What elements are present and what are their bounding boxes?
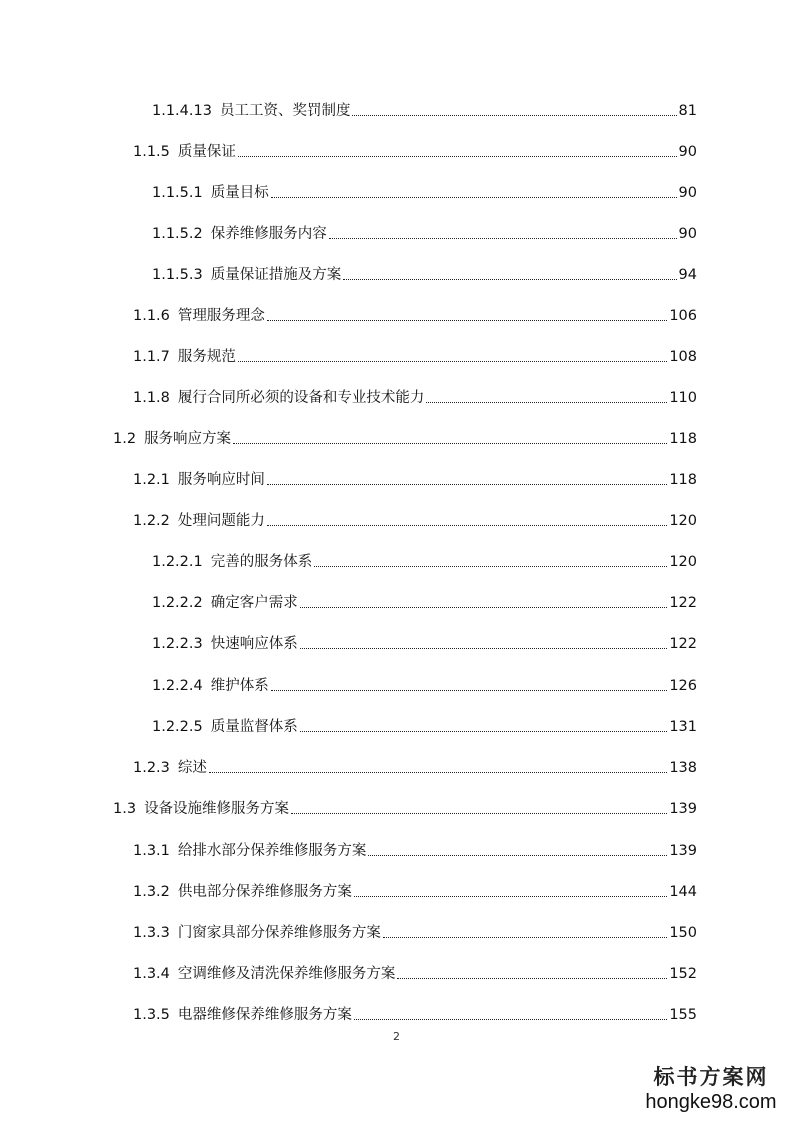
toc-dot-leader	[368, 855, 667, 856]
toc-entry-page: 81	[678, 103, 697, 119]
toc-entry-page: 155	[669, 1007, 697, 1023]
toc-dot-leader	[354, 896, 667, 897]
toc-dot-leader	[300, 607, 668, 608]
toc-dot-leader	[383, 937, 667, 938]
toc-entry-number: 1.3.5	[133, 1007, 170, 1023]
toc-entry[interactable]	[133, 344, 697, 366]
toc-entry-number: 1.3.4	[133, 966, 170, 982]
toc-entry[interactable]	[133, 385, 697, 407]
toc-entry-number: 1.1.8	[133, 390, 170, 406]
toc-entry-title: 门窗家具部分保养维修服务方案	[177, 925, 381, 941]
toc-dot-leader	[354, 1019, 667, 1020]
toc-entry-page: 126	[669, 678, 697, 694]
toc-entry[interactable]	[152, 590, 697, 612]
toc-entry[interactable]	[152, 714, 697, 736]
toc-entry-title: 管理服务理念	[177, 308, 265, 324]
toc-dot-leader	[352, 115, 676, 116]
toc-dot-leader	[233, 443, 667, 444]
toc-entry[interactable]	[152, 98, 697, 120]
toc-dot-leader	[300, 648, 668, 649]
watermark-brand: 标书方案网	[653, 1064, 769, 1089]
toc-entry[interactable]	[113, 796, 697, 818]
toc-entry-number: 1.2.1	[133, 472, 170, 488]
toc-dot-leader	[397, 978, 667, 979]
toc-entry-page: 144	[669, 884, 697, 900]
toc-dot-leader	[271, 197, 677, 198]
toc-entry-title: 保养维修服务内容	[210, 226, 327, 242]
toc-entry[interactable]	[133, 961, 697, 983]
toc-entry-page: 94	[678, 267, 697, 283]
toc-entry-number: 1.1.4.13	[152, 103, 212, 119]
toc-entry-title: 质量监督体系	[210, 719, 298, 735]
toc-entry[interactable]	[133, 508, 697, 530]
watermark	[641, 1064, 781, 1114]
toc-dot-leader	[267, 320, 667, 321]
toc-entry-title: 综述	[177, 760, 207, 776]
toc-entry[interactable]	[113, 426, 697, 448]
toc-entry-title: 供电部分保养维修服务方案	[177, 884, 352, 900]
toc-entry[interactable]	[133, 467, 697, 489]
toc-entry-number: 1.2.3	[133, 760, 170, 776]
toc-dot-leader	[329, 238, 677, 239]
toc-dot-leader	[343, 279, 676, 280]
toc-dot-leader	[238, 361, 667, 362]
toc-entry-number: 1.3.2	[133, 884, 170, 900]
toc-entry-number: 1.3.3	[133, 925, 170, 941]
toc-entry[interactable]	[133, 1002, 697, 1024]
toc-entry-title: 质量保证措施及方案	[210, 267, 342, 283]
toc-dot-leader	[300, 731, 668, 732]
toc-entry-number: 1.1.5.2	[152, 226, 203, 242]
toc-entry-number: 1.2.2.5	[152, 719, 203, 735]
toc-entry[interactable]	[152, 262, 697, 284]
toc-entry-page: 120	[669, 513, 697, 529]
toc-entry-title: 履行合同所必须的设备和专业技术能力	[177, 390, 425, 406]
toc-entry-title: 处理问题能力	[177, 513, 265, 529]
toc-entry-page: 139	[669, 843, 697, 859]
toc-entry[interactable]	[152, 221, 697, 243]
toc-entry-number: 1.2.2.4	[152, 678, 203, 694]
toc-entry[interactable]	[133, 755, 697, 777]
toc-entry-page: 139	[669, 801, 697, 817]
toc-entry-title: 完善的服务体系	[210, 554, 313, 570]
toc-entry-page: 108	[669, 349, 697, 365]
toc-entry-page: 110	[669, 390, 697, 406]
toc-dot-leader	[426, 402, 667, 403]
toc-entry-page: 131	[669, 719, 697, 735]
toc-entry-page: 118	[669, 431, 697, 447]
toc-entry[interactable]	[152, 631, 697, 653]
toc-entry-number: 1.3.1	[133, 843, 170, 859]
toc-entry-number: 1.1.5.1	[152, 185, 203, 201]
toc-entry-page: 138	[669, 760, 697, 776]
toc-entry-title: 给排水部分保养维修服务方案	[177, 843, 367, 859]
toc-entry-number: 1.1.5.3	[152, 267, 203, 283]
toc-entry-title: 服务规范	[177, 349, 236, 365]
toc-dot-leader	[314, 566, 667, 567]
toc-dot-leader	[209, 772, 667, 773]
toc-entry-number: 1.2.2	[133, 513, 170, 529]
toc-entry-page: 120	[669, 554, 697, 570]
toc-dot-leader	[271, 690, 668, 691]
toc-entry-title: 设备设施维修服务方案	[144, 801, 290, 817]
toc-entry-number: 1.2.2.1	[152, 554, 203, 570]
toc-entry-number: 1.3	[113, 801, 137, 817]
toc-entry-title: 维护体系	[210, 678, 269, 694]
toc-entry-title: 服务响应方案	[144, 431, 232, 447]
toc-entry-page: 150	[669, 925, 697, 941]
page-number: 2	[393, 1030, 400, 1043]
toc-entry-page: 152	[669, 966, 697, 982]
toc-entry-page: 122	[669, 595, 697, 611]
toc-entry-title: 电器维修保养维修服务方案	[177, 1007, 352, 1023]
toc-entry-title: 服务响应时间	[177, 472, 265, 488]
toc-entry-title: 员工工资、奖罚制度	[219, 103, 351, 119]
toc-entry[interactable]	[133, 139, 697, 161]
toc-dot-leader	[267, 525, 667, 526]
toc-entry-page: 90	[678, 226, 697, 242]
toc-entry-page: 106	[669, 308, 697, 324]
toc-dot-leader	[291, 813, 667, 814]
toc-entry[interactable]	[133, 838, 697, 860]
toc-entry-title: 质量保证	[177, 144, 236, 160]
toc-entry[interactable]	[133, 920, 697, 942]
toc-dot-leader	[267, 484, 667, 485]
toc-entry-number: 1.2.2.3	[152, 636, 203, 652]
toc-entry-number: 1.1.5	[133, 144, 170, 160]
toc-entry-number: 1.2	[113, 431, 137, 447]
toc-entry[interactable]	[152, 180, 697, 202]
toc-entry[interactable]	[152, 673, 697, 695]
toc-dot-leader	[238, 156, 677, 157]
toc-entry[interactable]	[152, 549, 697, 571]
toc-entry-page: 118	[669, 472, 697, 488]
toc-entry-number: 1.2.2.2	[152, 595, 203, 611]
toc-entry-title: 快速响应体系	[210, 636, 298, 652]
toc-entry-page: 122	[669, 636, 697, 652]
toc-entry-page: 90	[678, 185, 697, 201]
watermark-url: hongke98.com	[645, 1091, 777, 1113]
toc-entry-title: 质量目标	[210, 185, 269, 201]
toc-entry[interactable]	[133, 879, 697, 901]
toc-entry[interactable]	[133, 303, 697, 325]
toc-entry-title: 确定客户需求	[210, 595, 298, 611]
toc-entry-number: 1.1.6	[133, 308, 170, 324]
toc-entry-number: 1.1.7	[133, 349, 170, 365]
toc-entry-title: 空调维修及清洗保养维修服务方案	[177, 966, 396, 982]
toc-entry-page: 90	[678, 144, 697, 160]
